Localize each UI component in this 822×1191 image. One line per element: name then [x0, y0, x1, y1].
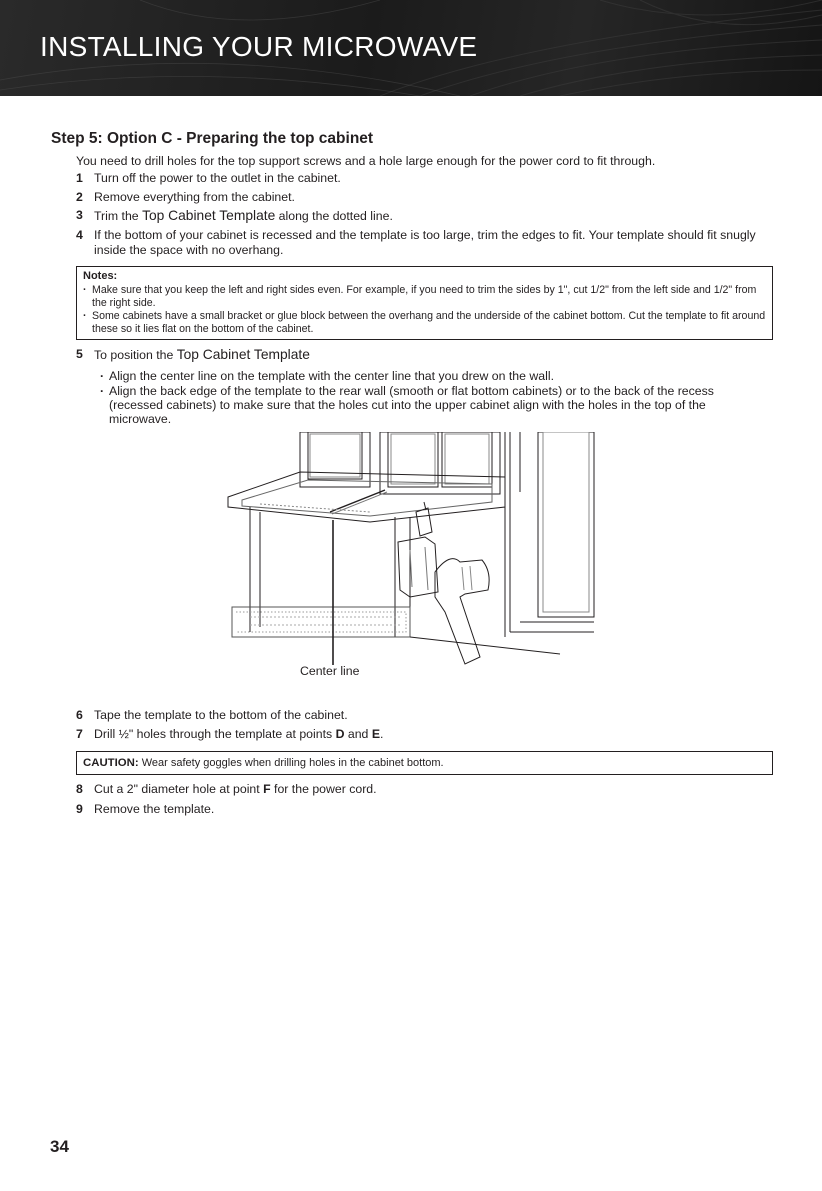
step-text: Turn off the power to the outlet in the cabinet. [94, 171, 341, 185]
bullet-item: · Align the back edge of the template to the rear wall (smooth or flat bottom cabinets) or to the back of the recess (recessed cabinets) to make sure that the holes cut into the upper cabinet align with the holes in the top of the microwave. [100, 384, 760, 426]
installation-illustration [220, 432, 600, 692]
header-banner [0, 0, 822, 96]
step-number: 6 [76, 708, 83, 722]
point-label: F [263, 782, 271, 796]
note-item: · Make sure that you keep the left and right sides even. For example, if you need to trim the sides by 1", cut 1/2" from the left side and 1/2" from the right side. [83, 284, 766, 310]
caution-text: Wear safety goggles when drilling holes in the cabinet bottom. [138, 757, 444, 769]
point-label: E [371, 727, 381, 741]
step-text: Tape the template to the bottom of the cabinet. [94, 708, 348, 722]
caution-box [76, 751, 773, 775]
step-number: 5 [76, 347, 83, 361]
step-number: 3 [76, 208, 83, 222]
step-text: Remove everything from the cabinet. [94, 190, 295, 204]
figure-caption: Center line [300, 664, 360, 678]
page-number: 34 [50, 1137, 69, 1156]
step-text: If the bottom of your cabinet is recessed and the template is too large, trim the edges to fit. Your template should fit snugly inside the space with no overhang. [94, 228, 756, 257]
step-number: 9 [76, 802, 83, 816]
caution-label: CAUTION: [83, 757, 139, 769]
note-item: · Some cabinets have a small bracket or glue block between the overhang and the underside of the cabinet bottom. Cut the template to fit around these so it lies flat on the bottom of the cabinet. [83, 310, 766, 336]
step-heading: Step 5: Option C - Preparing the top cabinet [51, 130, 374, 147]
intro-text: You need to drill holes for the top support screws and a hole large enough for the power cord to fit through. [76, 154, 656, 168]
step5-bullets [100, 369, 760, 427]
step-text: Trim the Top Cabinet Template along the dotted line. [94, 208, 393, 223]
page-title: INSTALLING YOUR MICROWAVE [40, 31, 478, 62]
hand-drill [398, 502, 489, 664]
bullet-item: · Align the center line on the template with the center line that you drew on the wall. [100, 369, 760, 383]
notes-list [83, 284, 766, 336]
step-number: 1 [76, 171, 83, 185]
notes-title: Notes: [83, 270, 118, 282]
cabinet-doors [300, 432, 500, 494]
step-text: Cut a 2" diameter hole at point F for the power cord. [94, 782, 377, 796]
step-text: To position the Top Cabinet Template [94, 347, 310, 362]
template-name: Top Cabinet Template [176, 347, 310, 362]
notes-box [76, 266, 773, 340]
tall-cabinet [505, 432, 594, 637]
step-number: 8 [76, 782, 83, 796]
step-text: Drill ½" holes through the template at points D and E. [94, 727, 384, 741]
cabinet-bottom [228, 472, 505, 522]
step-text: Remove the template. [94, 802, 215, 816]
point-label: D [335, 727, 345, 741]
step-number: 4 [76, 228, 83, 242]
step-number: 7 [76, 727, 83, 741]
step-number: 2 [76, 190, 83, 204]
template-name: Top Cabinet Template [142, 208, 276, 223]
